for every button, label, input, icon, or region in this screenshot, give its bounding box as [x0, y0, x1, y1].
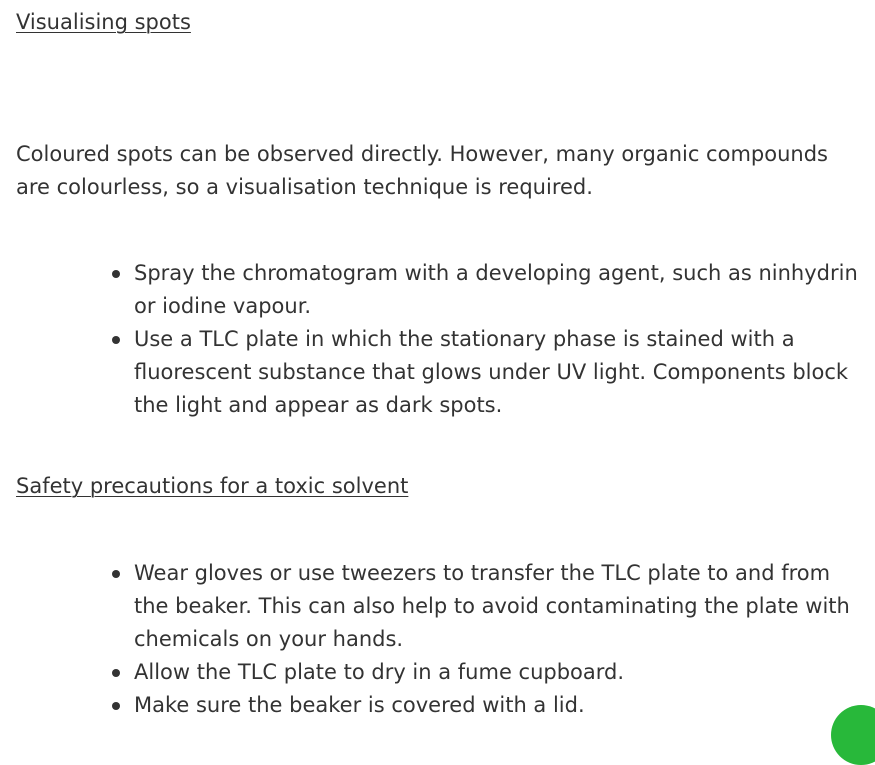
bullet-icon: [112, 270, 120, 278]
list-item: [16, 323, 864, 422]
list-item: [16, 257, 864, 323]
bullet-icon: [112, 669, 120, 677]
section-heading-visualising-spots: Visualising spots: [16, 10, 191, 34]
list-item-text: Allow the TLC plate to dry in a fume cupboard.: [134, 660, 625, 684]
bullet-icon: [112, 702, 120, 710]
visualisation-techniques-list: [16, 257, 866, 422]
list-item-text: Wear gloves or use tweezers to transfer the TLC plate to and from the beaker. This can also help to avoid contaminating the plate with chemicals on your hands.: [134, 561, 850, 651]
safety-precautions-list: [16, 557, 866, 722]
list-item: [16, 557, 864, 656]
section-heading-safety-precautions: Safety precautions for a toxic solvent: [16, 474, 409, 498]
bullet-icon: [112, 570, 120, 578]
list-item-text: Make sure the beaker is covered with a lid.: [134, 693, 585, 717]
bullet-icon: [112, 336, 120, 344]
list-item: [16, 689, 864, 722]
list-item-text: Spray the chromatogram with a developing agent, such as ninhydrin or iodine vapour.: [134, 261, 858, 318]
intro-paragraph: Coloured spots can be observed directly. However, many organic compounds are colourless, so a visualisation technique is required.: [16, 142, 828, 199]
list-item: [16, 656, 864, 689]
list-item-text: Use a TLC plate in which the stationary phase is stained with a fluorescent substance that glows under UV light. Components block the light and appear as dark spots.: [134, 327, 849, 417]
